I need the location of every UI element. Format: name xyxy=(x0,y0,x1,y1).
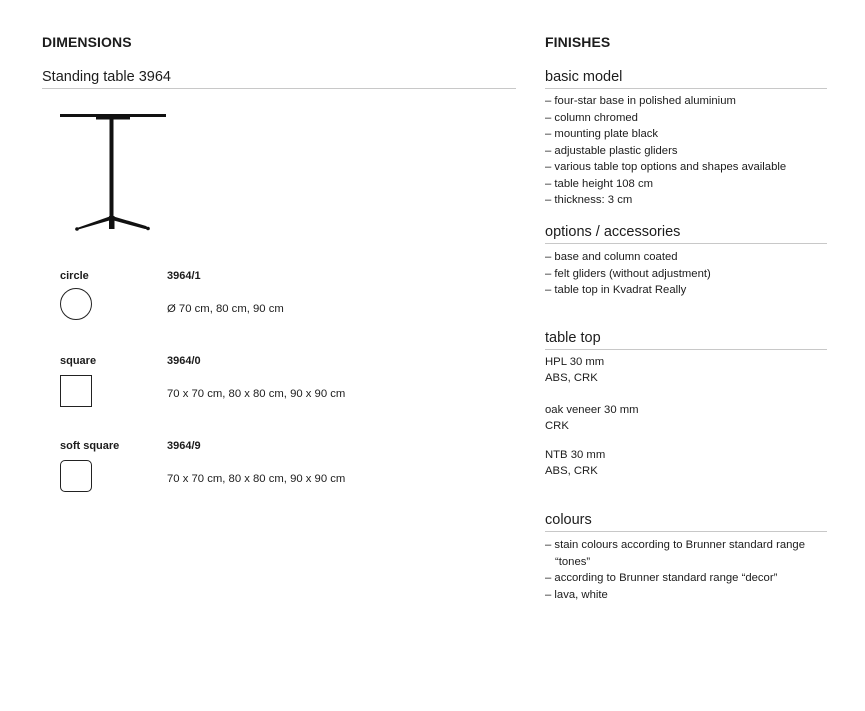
variant-square-code: 3964/0 xyxy=(167,355,201,367)
table-top-material: NTB 30 mm xyxy=(545,449,606,461)
options-title: options / accessories xyxy=(545,224,827,244)
table-top-option xyxy=(545,447,605,479)
basic-model-list xyxy=(545,93,827,209)
table-top-option xyxy=(545,402,639,434)
colours-item: – according to Brunner standard range “decor” xyxy=(545,572,778,584)
basic-model-item: – table height 108 cm xyxy=(545,177,654,190)
table-top-title: table top xyxy=(545,330,827,350)
basic-model-item: – four-star base in polished aluminium xyxy=(545,95,736,107)
colours-title: colours xyxy=(545,512,827,532)
table-top-edges: ABS, CRK xyxy=(545,372,598,384)
basic-model-item: – column chromed xyxy=(545,111,638,124)
options-item: – base and column coated xyxy=(545,251,678,263)
basic-model-item: – thickness: 3 cm xyxy=(545,194,633,206)
variant-square-label: square xyxy=(60,355,97,367)
finishes-heading: FINISHES xyxy=(545,34,611,50)
options-list xyxy=(545,249,827,299)
dimensions-heading: DIMENSIONS xyxy=(42,34,132,50)
basic-model-item: – various table top options and shapes available xyxy=(545,161,787,173)
colours-item: – lava, white xyxy=(545,588,608,601)
variant-soft-square-code: 3964/9 xyxy=(167,440,201,452)
table-top-option xyxy=(545,354,604,386)
variant-soft-square-sizes: 70 x 70 cm, 80 x 80 cm, 90 x 90 cm xyxy=(167,473,346,485)
variant-circle-code: 3964/1 xyxy=(167,270,201,282)
table-top-material: HPL 30 mm xyxy=(545,356,605,368)
variant-soft-square-label: soft square xyxy=(60,440,120,452)
variant-circle-sizes: Ø 70 cm, 80 cm, 90 cm xyxy=(167,303,284,315)
square-shape-icon xyxy=(60,375,92,407)
colours-list xyxy=(545,537,827,603)
basic-model-item: – adjustable plastic gliders xyxy=(545,144,678,157)
colours-item: – stain colours according to Brunner standard range “tones” xyxy=(545,539,805,568)
options-item: – table top in Kvadrat Really xyxy=(545,284,687,296)
circle-shape-icon xyxy=(60,288,92,320)
table-top-edges: ABS, CRK xyxy=(545,465,598,477)
options-item: – felt gliders (without adjustment) xyxy=(545,267,711,280)
variant-square-sizes: 70 x 70 cm, 80 x 80 cm, 90 x 90 cm xyxy=(167,388,346,400)
table-top-edges: CRK xyxy=(545,420,569,432)
basic-model-title: basic model xyxy=(545,69,827,89)
standing-table-drawing xyxy=(58,110,170,236)
basic-model-item: – mounting plate black xyxy=(545,128,659,140)
rounded-square-shape-icon xyxy=(60,460,92,492)
variant-circle-label: circle xyxy=(60,270,89,282)
table-top-material: oak veneer 30 mm xyxy=(545,404,639,416)
product-title: Standing table 3964 xyxy=(42,69,516,89)
